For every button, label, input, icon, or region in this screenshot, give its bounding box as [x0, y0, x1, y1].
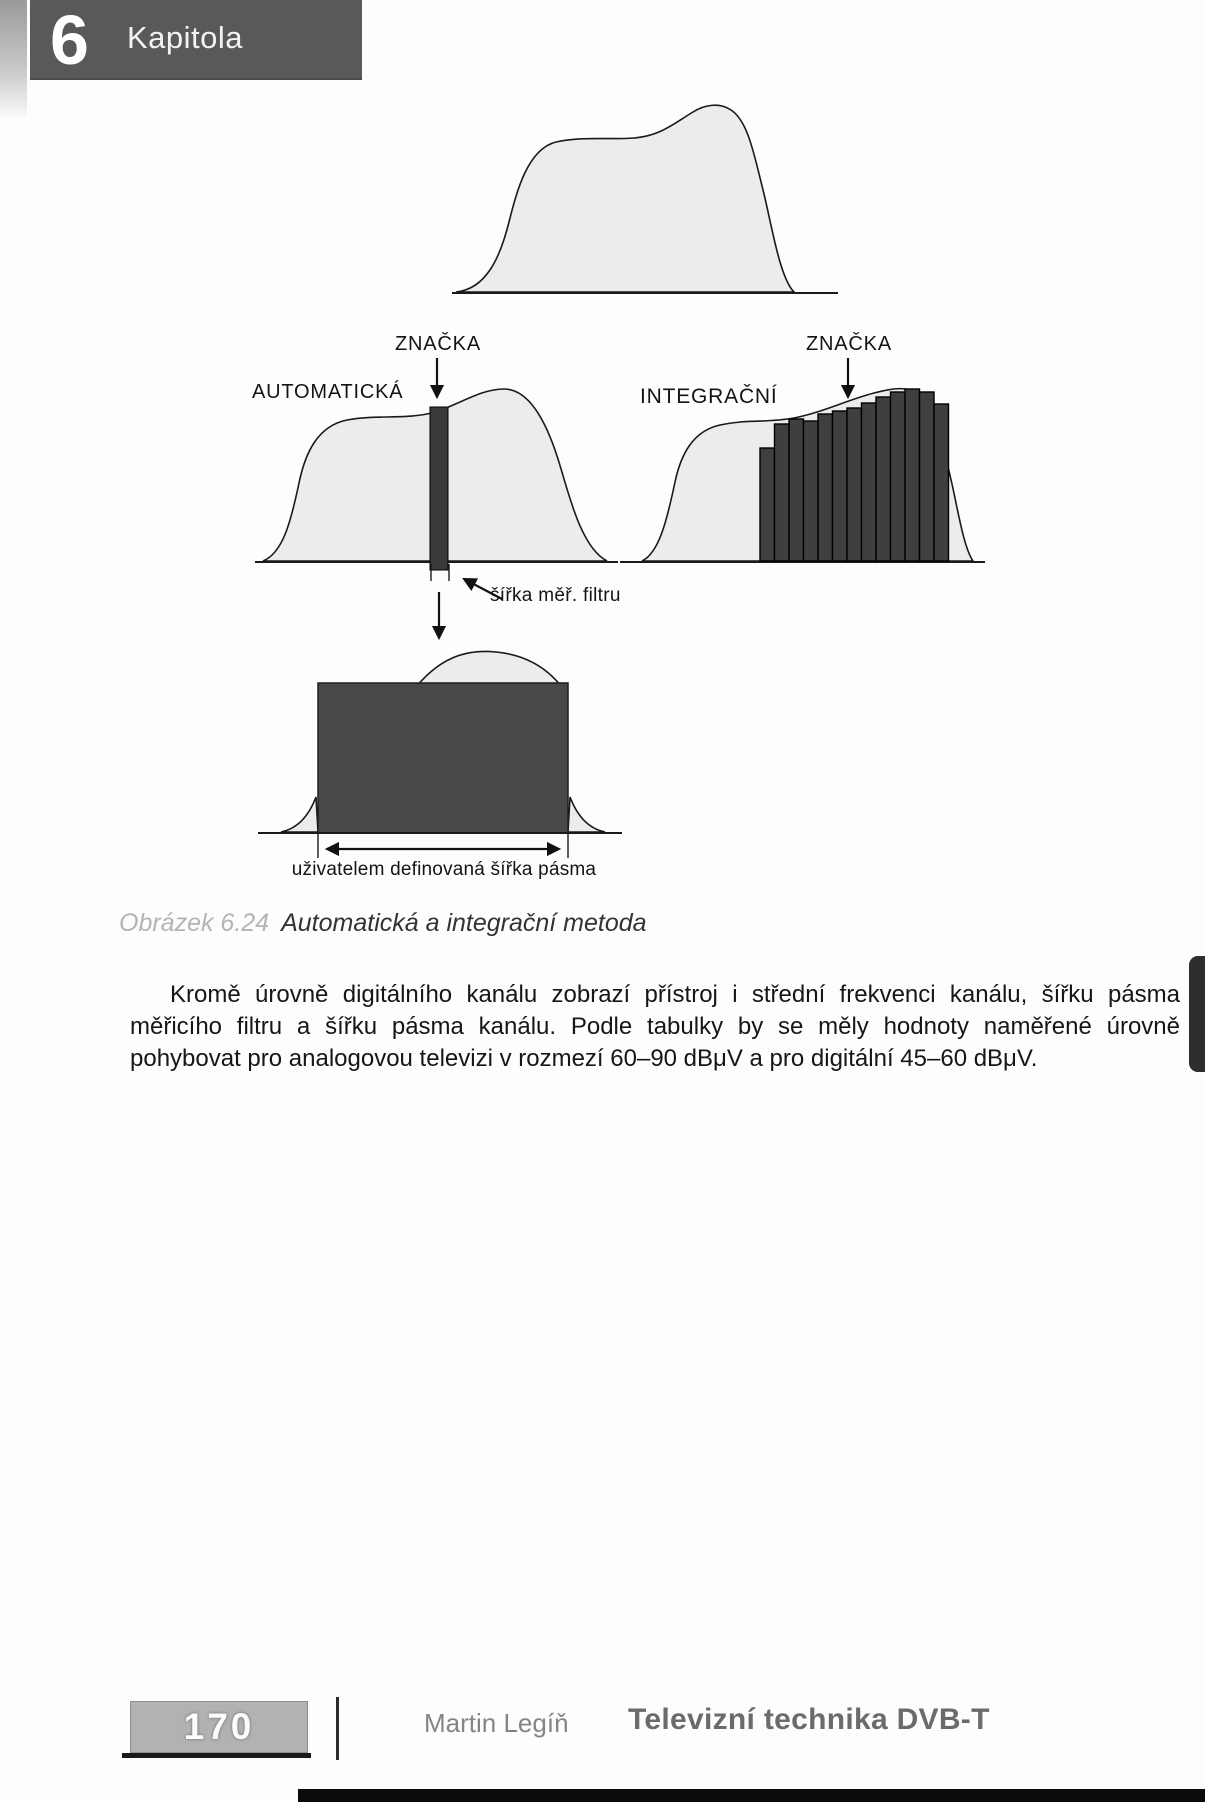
bandwidth-right-tail	[568, 797, 605, 832]
chapter-number: 6	[50, 1, 89, 79]
footer-author: Martin Legíň	[424, 1708, 569, 1738]
page-number-box	[130, 1701, 308, 1753]
body-paragraph	[130, 979, 1180, 1075]
automaticka-label: AUTOMATICKÁ	[252, 381, 404, 403]
bandwidth-left-tail	[281, 797, 318, 832]
figure-caption-number: Obrázek 6.24	[119, 909, 270, 937]
paragraph-line: pohybovat pro analogovou televizi v rozmezí 60–90 dBμV a pro digitální 45–60 dBμV.	[130, 1045, 1038, 1072]
marker-bar	[430, 407, 448, 570]
znacka-left-label: ZNAČKA	[395, 333, 481, 355]
filter-width-label: šířka měř. filtru	[490, 585, 621, 606]
figure-caption	[119, 909, 647, 938]
figure-diagrams	[0, 0, 1205, 900]
bandwidth-rect	[318, 683, 568, 833]
footer-book-title: Televizní technika DVB-T	[628, 1703, 990, 1736]
paragraph-line: Kromě úrovně digitálního kanálu zobrazí přístroj i střední frekvenci kanálu, šířku pásma	[170, 981, 1180, 1008]
user-bandwidth-label: uživatelem definovaná šířka pásma	[291, 859, 597, 880]
integral-bars	[760, 389, 949, 561]
paragraph-line: měřicího filtru a šířku pásma kanálu. Podle tabulky by se měly hodnoty naměřené úrovně	[130, 1013, 1180, 1040]
chapter-label: Kapitola	[127, 20, 244, 55]
integracni-label: INTEGRAČNÍ	[640, 385, 778, 408]
bottom-scan-strip	[298, 1789, 1205, 1802]
right-edge-scan-artifact	[1189, 956, 1205, 1072]
top-spectrum-curve	[456, 105, 794, 292]
figure-caption-text: Automatická a integrační metoda	[281, 909, 647, 937]
footer-divider-line	[336, 1697, 339, 1760]
page-number: 170	[183, 1706, 255, 1747]
znacka-right-label: ZNAČKA	[806, 333, 892, 355]
